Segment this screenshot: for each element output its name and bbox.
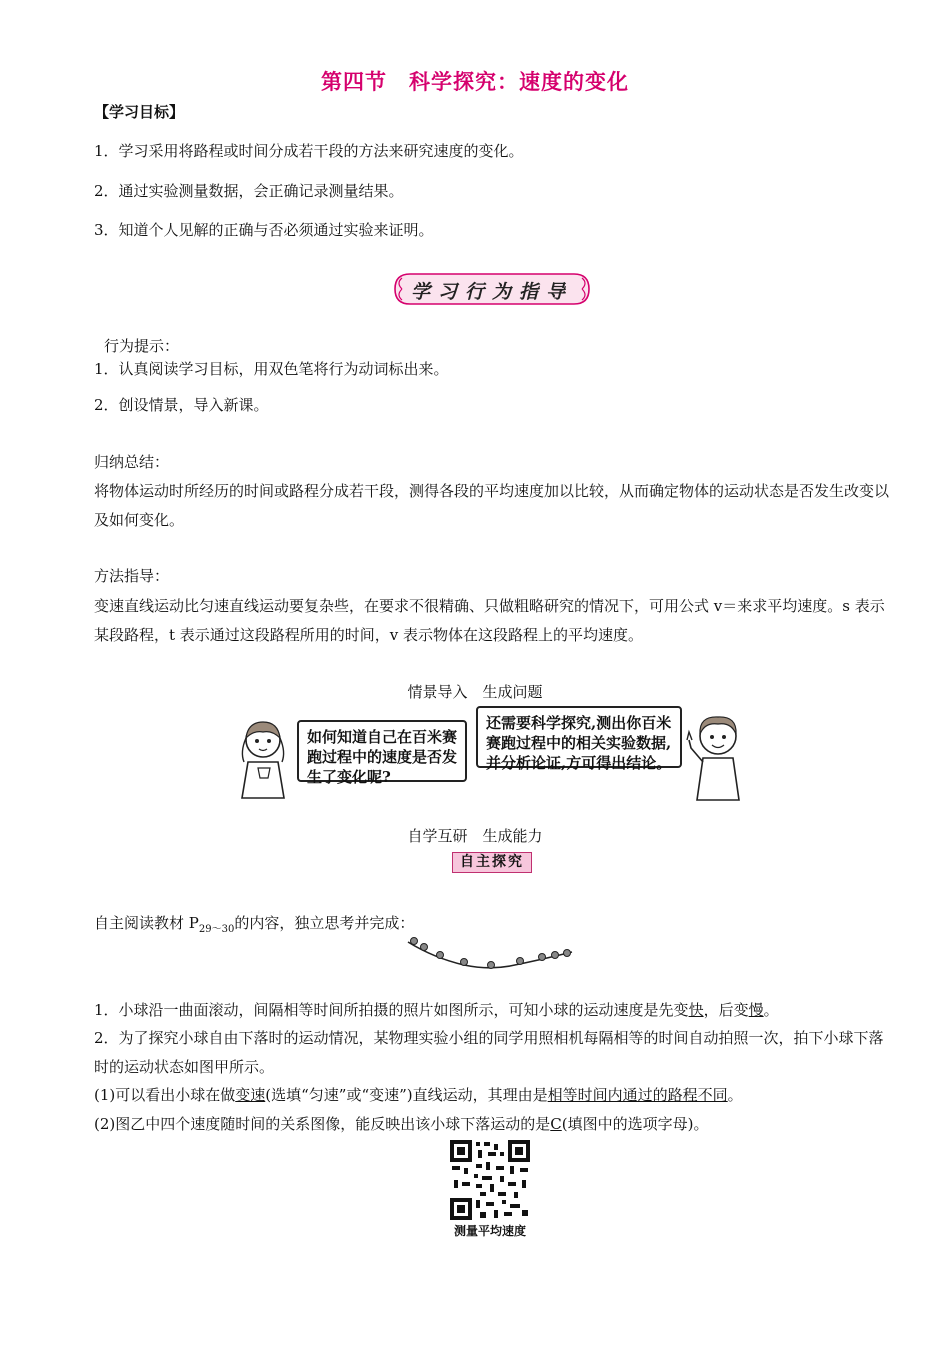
right-bubble-text: 还需要科学探究,测出你百米赛跑过程中的相关实验数据,并分析论证,方可得出结论。 <box>486 714 672 772</box>
q2-1-answer: 变速 <box>235 1086 266 1104</box>
q1-answer-2: 慢 <box>748 1001 764 1019</box>
q1-mid: ，后变 <box>703 1001 749 1019</box>
intro-prefix: 自主阅读教材 P <box>94 914 199 932</box>
q2-1-text: (1)可以看出小球在做 <box>94 1086 236 1104</box>
summary-heading: 归纳总结： <box>94 453 170 471</box>
left-bubble-text: 如何知道自己在百米赛跑过程中的速度是否发生了变化呢? <box>307 728 458 786</box>
q2-2-text: (2)图乙中四个速度随时间的关系图像，能反映出该小球下落运动的是 <box>94 1115 551 1133</box>
q2-2-end: (填图中的选项字母)。 <box>561 1115 709 1133</box>
question-2: 2．为了探究小球自由下落时的运动情况，某物理实验小组的同学用照相机每隔相等的时间自动拍照一次，拍下小球下落时的运动状态如图甲所示。 <box>94 1029 884 1076</box>
self-study-tag: 自主探究 <box>452 852 532 873</box>
hints-heading: 行为提示： <box>104 337 180 355</box>
scene-heading: 情景导入 生成问题 <box>407 683 543 701</box>
q2-1-end: 。 <box>727 1086 743 1104</box>
qr-caption: 测量平均速度 <box>453 1224 526 1238</box>
self-study-intro <box>94 913 414 940</box>
question-2-1 <box>94 1085 743 1105</box>
q1-text: 1．小球沿一曲面滚动，间隔相等时间所拍摄的照片如图所示，可知小球的运动速度是先变 <box>94 1001 689 1019</box>
q1-end: 。 <box>763 1001 779 1019</box>
left-speech-bubble <box>297 720 467 786</box>
intro-pages: 29～30 <box>198 924 235 935</box>
page-title: 第四节 科学探究：速度的变化 <box>321 69 629 94</box>
boy-figure-icon <box>685 712 751 802</box>
question-1 <box>94 1000 779 1020</box>
banner-label: 学习行为指导 <box>410 281 573 303</box>
goals-heading: 【学习目标】 <box>94 103 185 121</box>
qr-code-icon[interactable] <box>450 1140 530 1220</box>
summary-text: 将物体运动时所经历的时间或路程分成若干段，测得各段的平均速度加以比较，从而确定物体的运动状态是否发生改变以及如何变化。 <box>94 482 890 529</box>
intro-suffix: 的内容，独立思考并完成： <box>234 914 415 932</box>
goal-item: 1．学习采用将路程或时间分成若干段的方法来研究速度的变化。 <box>94 142 524 160</box>
q2-1-answer-2: 相等时间内通过的路程不同 <box>547 1086 728 1104</box>
question-2-2 <box>94 1114 708 1134</box>
girl-figure-icon <box>232 718 294 800</box>
goal-item: 3．知道个人见解的正确与否必须通过实验来证明。 <box>94 221 434 239</box>
q2-2-answer: C <box>550 1115 562 1133</box>
section-banner <box>392 271 592 307</box>
q2-1-mid: (选填“匀速”或“变速”)直线运动，其理由是 <box>265 1086 548 1104</box>
ball-curve-diagram <box>404 934 576 974</box>
method-text: 变速直线运动比匀速直线运动要复杂些，在要求不很精确、只做粗略研究的情况下，可用公式 v＝来求平均速度。s 表示某段路程，t 表示通过这段路程所用的时间，v 表示物体在这段路程上的平均速度。 <box>94 597 885 644</box>
goal-item: 2．通过实验测量数据，会正确记录测量结果。 <box>94 182 404 200</box>
method-heading: 方法指导： <box>94 567 170 585</box>
self-study-heading: 自学互研 生成能力 <box>407 827 543 845</box>
q1-answer-1: 快 <box>688 1001 704 1019</box>
right-speech-bubble <box>476 706 682 772</box>
hint-item: 2．创设情景，导入新课。 <box>94 396 269 414</box>
hint-item: 1．认真阅读学习目标，用双色笔将行为动词标出来。 <box>94 360 449 378</box>
